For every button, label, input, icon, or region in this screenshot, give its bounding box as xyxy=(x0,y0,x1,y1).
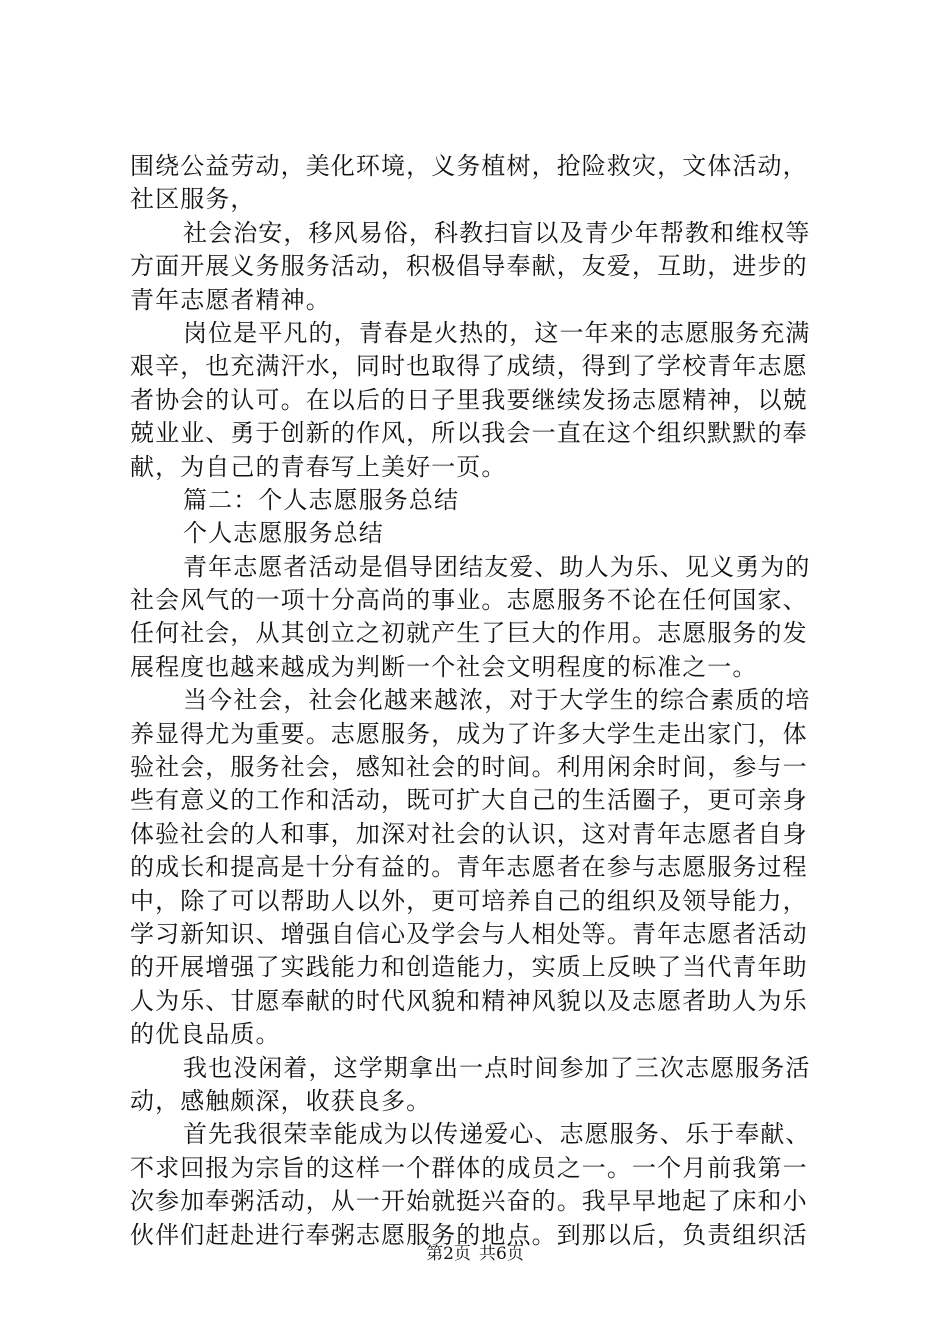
text-line: 围绕公益劳动，美化环境，义务植树，抢险救灾，文体活动， xyxy=(130,152,808,180)
text-line: 体验社会的人和事，加深对社会的认识，这对青年志愿者自身 xyxy=(130,819,808,848)
text-line: 次参加奉粥活动，从一开始就挺兴奋的。我早早地起了床和小 xyxy=(130,1187,808,1216)
text-line: 中，除了可以帮助人以外，更可培养自己的组织及领导能力， xyxy=(130,886,808,915)
text-line: 社区服务， xyxy=(130,185,256,214)
text-line: 社会风气的一项十分高尚的事业。志愿服务不论在任何国家、 xyxy=(130,586,808,615)
text-line: 验社会，服务社会，感知社会的时间。利用闲余时间，参与一 xyxy=(130,753,808,782)
text-line: 的开展增强了实践能力和创造能力，实质上反映了当代青年助 xyxy=(130,953,808,982)
text-line: 展程度也越来越成为判断一个社会文明程度的标准之一。 xyxy=(130,652,758,681)
text-line: 学习新知识、增强自信心及学会与人相处等。青年志愿者活动 xyxy=(130,919,808,948)
text-line: 些有意义的工作和活动，既可扩大自己的生活圈子，更可亲身 xyxy=(130,786,808,815)
page-footer xyxy=(0,1243,950,1265)
section-title: 个人志愿服务总结 xyxy=(183,519,384,548)
text-line: 养显得尤为重要。志愿服务，成为了许多大学生走出家门，体 xyxy=(130,719,808,748)
text-line: 的成长和提高是十分有益的。青年志愿者在参与志愿服务过程 xyxy=(130,853,808,882)
text-line: 方面开展义务服务活动，积极倡导奉献，友爱，互助，进步的 xyxy=(130,252,808,281)
text-line: 伙伴们赶赴进行奉粥志愿服务的地点。到那以后，负责组织活 xyxy=(130,1220,808,1249)
text-line: 我也没闲着，这学期拿出一点时间参加了三次志愿服务活 xyxy=(183,1053,811,1082)
text-line: 者协会的认可。在以后的日子里我要继续发扬志愿精神，以兢 xyxy=(130,385,808,414)
text-line: 动，感触颇深，收获良多。 xyxy=(130,1086,432,1115)
text-line: 人为乐、甘愿奉献的时代风貌和精神风貌以及志愿者助人为乐 xyxy=(130,986,808,1015)
text-line: 兢业业、勇于创新的作风，所以我会一直在这个组织默默的奉 xyxy=(130,419,808,448)
section-heading: 篇二：个人志愿服务总结 xyxy=(183,485,460,514)
text-line: 献，为自己的青春写上美好一页。 xyxy=(130,452,507,481)
text-line: 青年志愿者精神。 xyxy=(130,285,331,314)
text-line: 当今社会，社会化越来越浓，对于大学生的综合素质的培 xyxy=(183,686,811,715)
page-total: 共6页 xyxy=(479,1244,524,1264)
text-line: 的优良品质。 xyxy=(130,1020,281,1049)
text-line: 任何社会，从其创立之初就产生了巨大的作用。志愿服务的发 xyxy=(130,619,808,648)
text-line: 艰辛，也充满汗水，同时也取得了成绩，得到了学校青年志愿 xyxy=(130,352,808,381)
text-line: 岗位是平凡的，青春是火热的，这一年来的志愿服务充满 xyxy=(183,318,811,347)
document-body xyxy=(130,150,830,1252)
text-line: 首先我很荣幸能成为以传递爱心、志愿服务、乐于奉献、 xyxy=(183,1120,811,1149)
text-line: 不求回报为宗旨的这样一个群体的成员之一。一个月前我第一 xyxy=(130,1153,808,1182)
text-line: 青年志愿者活动是倡导团结友爱、助人为乐、见义勇为的 xyxy=(183,552,811,581)
text-line: 社会治安，移风易俗，科教扫盲以及青少年帮教和维权等 xyxy=(183,218,811,247)
page-number: 第2页 xyxy=(426,1244,471,1264)
